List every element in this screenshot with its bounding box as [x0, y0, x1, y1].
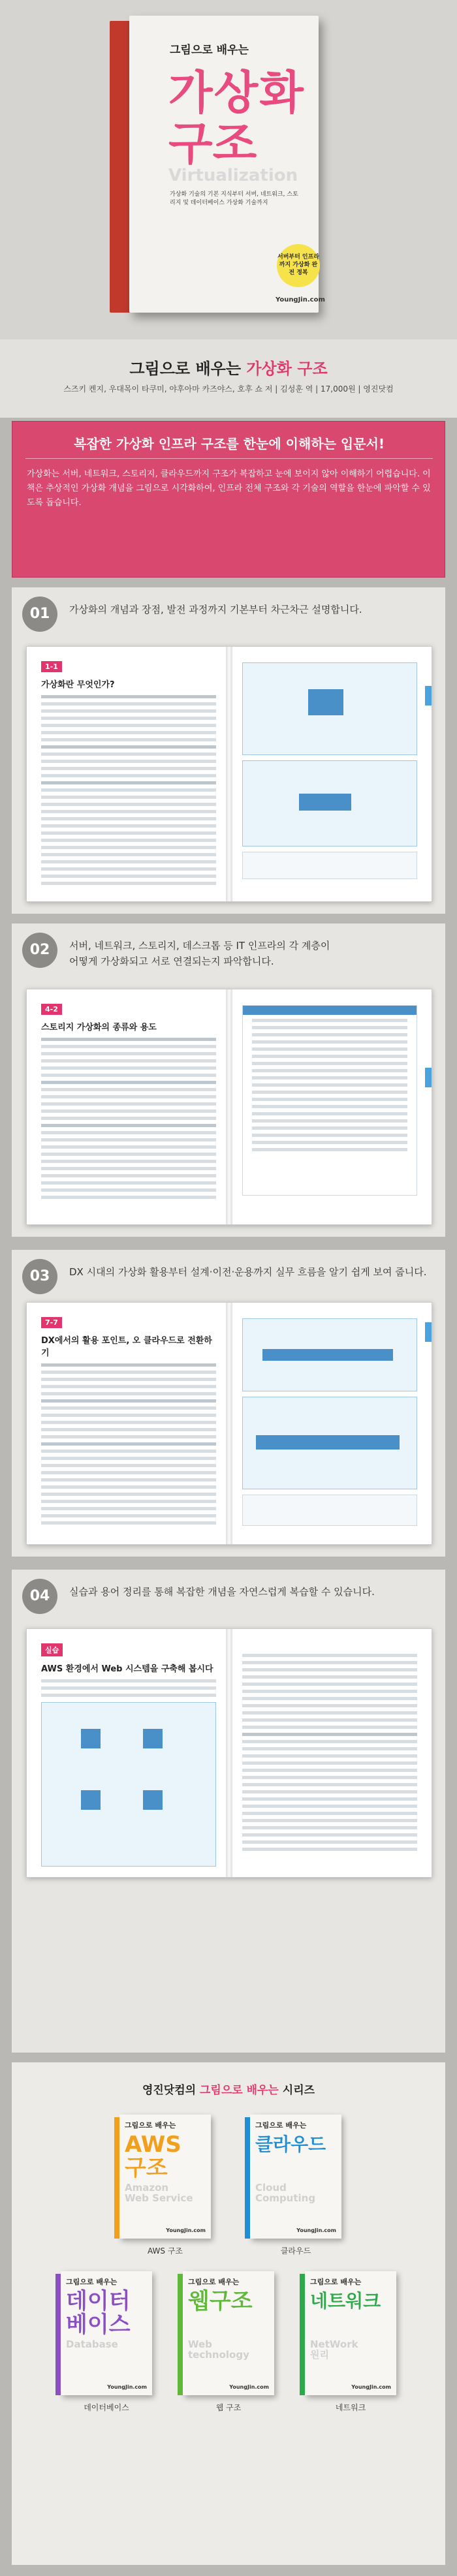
section-number: 02: [22, 933, 57, 968]
section-text: DX 시대의 가상화 활용부터 설계·이전·운용까지 실무 흐름을 알기 쉽게 보여 줍니다.: [69, 1266, 427, 1278]
publisher-logo: YoungJin.com: [276, 296, 325, 303]
section-number: 03: [22, 1259, 57, 1294]
diagram-figure: [242, 760, 417, 846]
right-page: [233, 652, 426, 896]
book-title: 클라우드: [255, 2134, 326, 2155]
publisher-logo: YoungJin.com: [107, 2384, 147, 2390]
book-subtitle: Database: [66, 2338, 118, 2350]
publisher-logo: YoungJin.com: [229, 2384, 269, 2390]
note-box: [242, 1495, 417, 1526]
book-spine: [178, 2274, 183, 2395]
book-title: 데이터 베이스: [66, 2288, 131, 2338]
book-spread: [26, 1628, 432, 1878]
book-top: 그림으로 배우는: [125, 2121, 176, 2130]
feature-section-04: [12, 1570, 445, 2053]
book-spine: [114, 2117, 119, 2239]
intro-box: [12, 421, 445, 578]
left-page: [32, 1634, 225, 1872]
book-description: 가상화 기술의 기본 지식부터 서버, 네트워크, 스토리지 및 데이터베이스 가상화 기술까지: [170, 191, 298, 206]
chapter-tab: [425, 1068, 432, 1087]
section-text: 서버, 네트워크, 스토리지, 데스크톱 등 IT 인프라의 각 계층이 어떻게 가상화되고 서로 연결되는지 파악합니다.: [69, 940, 330, 967]
intro-divider: [25, 458, 433, 459]
diagram-figure: [41, 1702, 216, 1867]
publisher-logo: YoungJin.com: [351, 2384, 391, 2390]
page-heading: AWS 환경에서 Web 시스템을 구축해 봅시다: [41, 1664, 213, 1674]
book-subtitle: Amazon Web Service: [125, 2182, 193, 2204]
spread-gutter: [226, 1629, 232, 1877]
page-heading: DX에서의 활용 포인트, 오 클라우드로 전환하기: [41, 1336, 212, 1358]
series-book-database[interactable]: [61, 2271, 152, 2395]
diagram-figure: [242, 1397, 417, 1489]
series-book-cloud[interactable]: [250, 2115, 341, 2239]
book-top: 그림으로 배우는: [310, 2278, 362, 2286]
series-head-highlight: 그림으로 배우는: [199, 2084, 279, 2097]
page-heading: 가상화란 무엇인가?: [41, 680, 115, 690]
title-prefix: 그림으로 배우는: [129, 360, 247, 378]
table-figure: [242, 1005, 417, 1196]
publisher-logo: YoungJin.com: [296, 2227, 336, 2233]
book-caption: AWS 구조: [147, 2246, 183, 2256]
section-text: 실습과 용어 정리를 통해 복잡한 개념을 자연스럽게 복습할 수 있습니다.: [69, 1586, 375, 1598]
chapter-chip: 1-1: [41, 661, 62, 672]
book-caption: 웹 구조: [215, 2403, 242, 2412]
chapter-chip: 실습: [41, 1643, 63, 1656]
page-title: [0, 356, 457, 379]
section-text: 가상화의 개념과 장점, 발전 과정까지 기본부터 차근차근 설명합니다.: [69, 604, 362, 615]
book-title: AWS 구조: [125, 2132, 181, 2181]
note-box: [242, 852, 417, 879]
diagram-figure: [242, 662, 417, 755]
series-book-network[interactable]: [305, 2271, 396, 2395]
left-page: [32, 995, 225, 1219]
title-highlight: 가상화 구조: [246, 360, 328, 378]
book-top: 그림으로 배우는: [66, 2278, 118, 2286]
book-top: 그림으로 배우는: [255, 2121, 307, 2130]
chapter-tab: [425, 1322, 432, 1342]
book-badge: 서버부터 인프라까지 가상화 완전 정복: [277, 244, 320, 287]
book-title-small: 그림으로 배우는: [170, 44, 249, 57]
book-title: 네트워크: [310, 2290, 381, 2312]
book-caption: 데이터베이스: [84, 2403, 129, 2412]
series-book-aws[interactable]: [119, 2115, 211, 2239]
spread-gutter: [226, 989, 232, 1224]
title-block: [0, 339, 457, 418]
book-spine: [110, 21, 131, 313]
right-page: [233, 1308, 426, 1539]
book-spread: [26, 989, 432, 1225]
chapter-chip: 7-7: [41, 1317, 62, 1328]
left-page: [32, 652, 225, 896]
feature-section-01: [12, 587, 445, 914]
book-subtitle: Web technology: [188, 2338, 249, 2361]
book-spread: [26, 646, 432, 902]
series-book-web[interactable]: [183, 2271, 274, 2395]
book-meta: 스즈키 켄지, 우대목이 타쿠미, 야후아마 카즈야스, 호후 쇼 저 | 김성훈 역 | 17,000원 | 영진닷컴: [63, 384, 394, 394]
diagram-figure: [242, 1318, 417, 1391]
series-section: [12, 2062, 445, 2565]
book-spread: [26, 1302, 432, 1545]
book-spine: [245, 2117, 250, 2239]
book-top: 그림으로 배우는: [188, 2278, 240, 2286]
section-number: 01: [22, 597, 57, 632]
right-page: [233, 1634, 426, 1872]
chapter-tab: [425, 686, 432, 706]
book-caption: 네트워크: [335, 2403, 366, 2412]
book-face: [129, 16, 325, 313]
book-subtitle: Virtualization: [168, 166, 298, 185]
hero-section: [0, 0, 457, 339]
series-head-suffix: 시리즈: [278, 2084, 315, 2097]
book-title-line1: 가상화: [168, 66, 305, 119]
book-title-line2: 구조: [168, 117, 257, 170]
feature-section-02: [12, 923, 445, 1237]
book-spine: [55, 2274, 61, 2395]
series-heading: [12, 2081, 445, 2097]
chapter-chip: 4-2: [41, 1004, 62, 1015]
book-spine: [300, 2274, 305, 2395]
book-subtitle: NetWork 원리: [310, 2338, 358, 2361]
book-subtitle: Cloud Computing: [255, 2182, 316, 2204]
series-head-prefix: 영진닷컴의: [142, 2084, 200, 2097]
page-heading: 스토리지 가상화의 종류와 용도: [41, 1023, 157, 1032]
spread-gutter: [226, 1303, 232, 1544]
feature-section-03: [12, 1250, 445, 1557]
intro-body: 가상화는 서버, 네트워크, 스토리지, 클라우드까지 구조가 복잡하고 눈에 보이지 않아 이해하기 어렵습니다. 이 책은 추상적인 가상화 개념을 그림으로 시각화하여, 인프라 전체 구조와 각 기술의 역할을 한눈에 파악할 수 있도록 돕습니다.: [27, 469, 431, 508]
spread-gutter: [226, 647, 232, 901]
intro-heading: 복잡한 가상화 인프라 구조를 한눈에 이해하는 입문서!: [74, 436, 385, 452]
publisher-logo: YoungJin.com: [166, 2227, 206, 2233]
right-page: [233, 995, 426, 1219]
left-page: [32, 1308, 225, 1539]
book-title: 웹구조: [188, 2288, 253, 2314]
book-cover: [110, 16, 325, 322]
section-number: 04: [22, 1579, 57, 1614]
book-caption: 클라우드: [280, 2246, 311, 2256]
